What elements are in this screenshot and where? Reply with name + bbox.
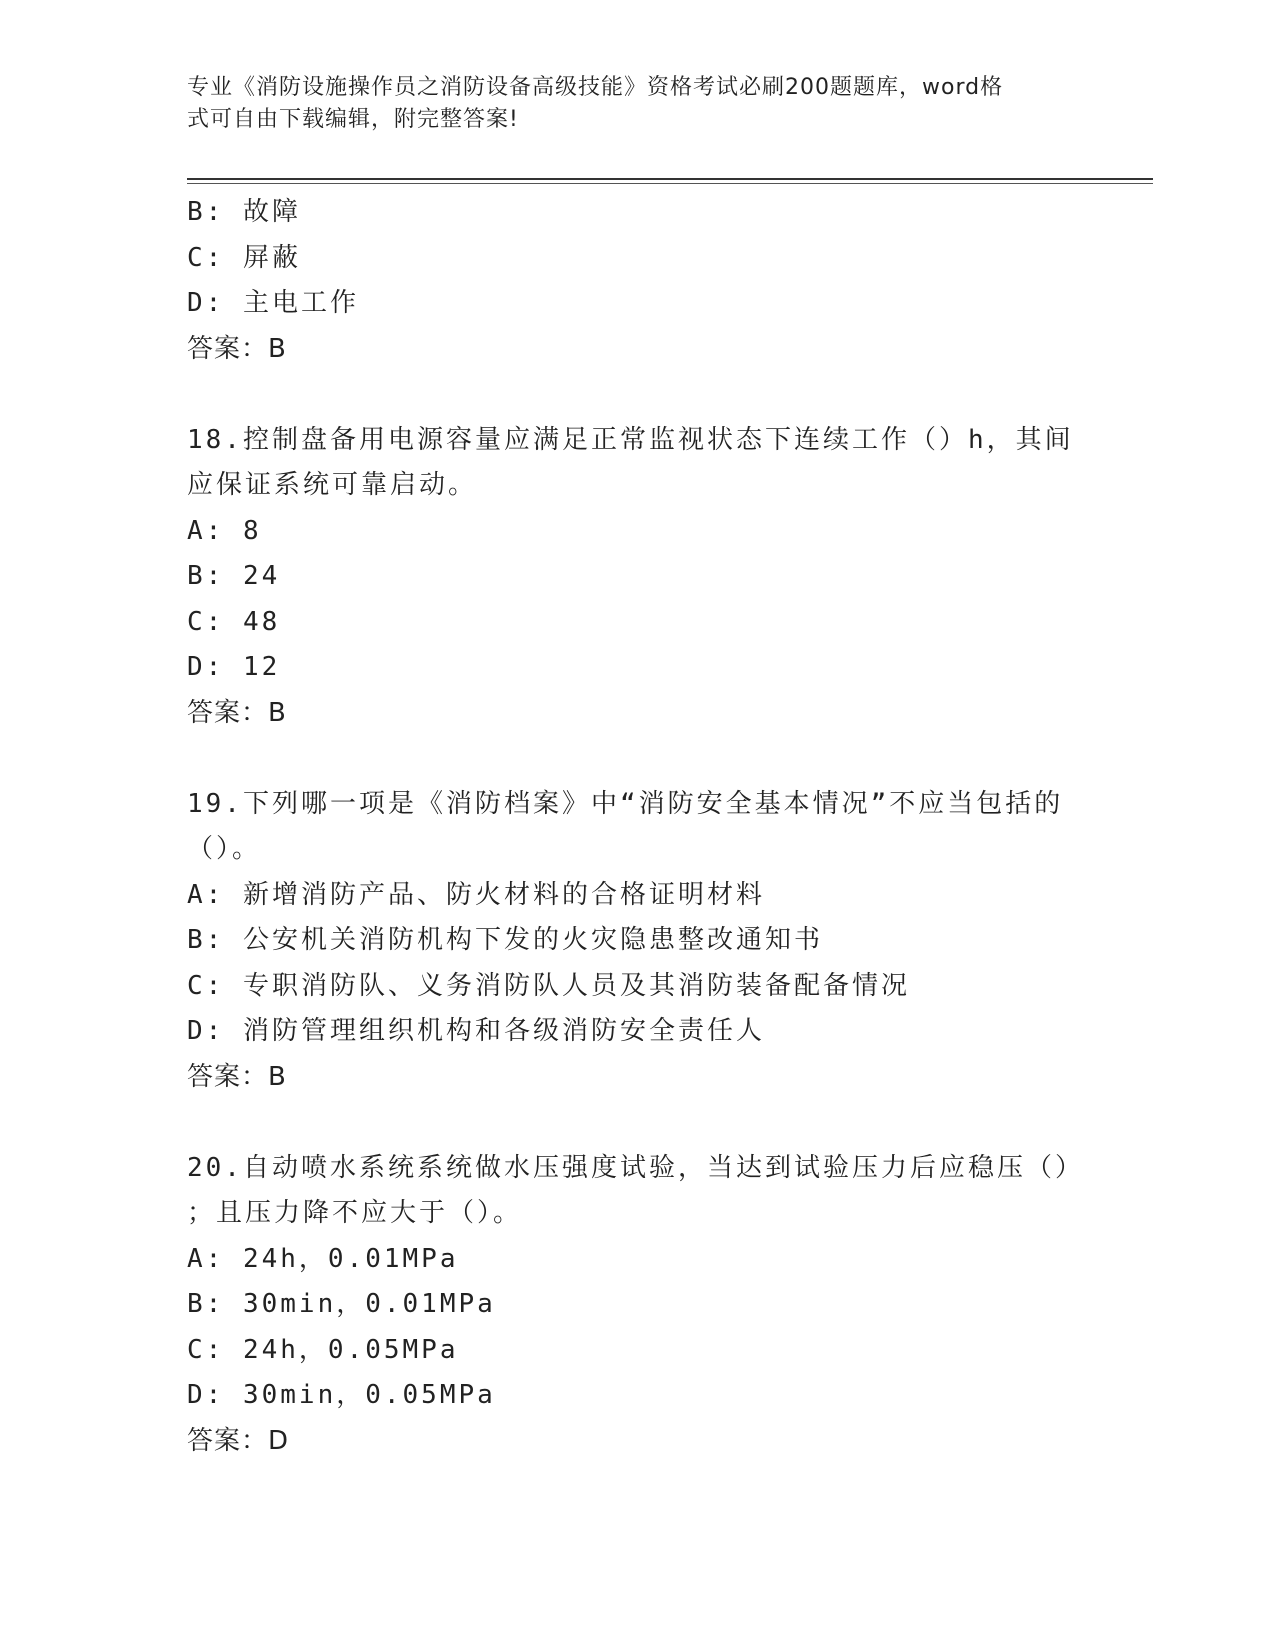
header-line-1: 专业《消防设施操作员之消防设备高级技能》资格考试必刷200题题库，word格 bbox=[187, 75, 1004, 100]
question-stem-line-2: ；且压力降不应大于（）。 bbox=[187, 1198, 523, 1228]
option-b: B: 30min，0.01MPa bbox=[187, 1289, 496, 1319]
header-divider-thin bbox=[187, 183, 1153, 184]
question-19 bbox=[187, 782, 1087, 1101]
answer-label: 答案：B bbox=[187, 333, 287, 364]
answer-label: 答案：B bbox=[187, 697, 287, 728]
spacer bbox=[187, 372, 1087, 418]
option-b: B: 24 bbox=[187, 561, 281, 591]
option-a: A: 24h，0.01MPa bbox=[187, 1243, 459, 1274]
spacer bbox=[187, 736, 1087, 782]
question-stem-line-2: 应保证系统可靠启动。 bbox=[187, 470, 478, 500]
option-b: B: 故障 bbox=[187, 197, 301, 227]
header-line-2: 式可自由下载编辑，附完整答案! bbox=[187, 107, 519, 132]
option-d: D: 12 bbox=[187, 652, 281, 682]
option-d: D: 消防管理组织机构和各级消防安全责任人 bbox=[187, 1016, 765, 1046]
option-c: C: 屏蔽 bbox=[187, 242, 301, 273]
answer-label: 答案：D bbox=[187, 1425, 290, 1456]
question-list bbox=[187, 190, 1087, 1464]
header-divider-thick bbox=[187, 178, 1153, 180]
question-stem-line-2: （）。 bbox=[187, 834, 262, 864]
question-stem-line-1: 19.下列哪一项是《消防档案》中“消防安全基本情况”不应当包括的 bbox=[187, 788, 1064, 819]
option-d: D: 主电工作 bbox=[187, 288, 359, 318]
question-stem-line-1: 18.控制盘备用电源容量应满足正常监视状态下连续工作（）h，其间 bbox=[187, 424, 1074, 455]
option-c: C: 24h，0.05MPa bbox=[187, 1334, 459, 1365]
option-d: D: 30min，0.05MPa bbox=[187, 1380, 496, 1410]
document-header bbox=[187, 72, 1067, 136]
option-a: A: 新增消防产品、防火材料的合格证明材料 bbox=[187, 879, 765, 910]
option-a: A: 8 bbox=[187, 515, 262, 546]
question-17 bbox=[187, 190, 1087, 372]
question-stem-line-1: 20.自动喷水系统系统做水压强度试验，当达到试验压力后应稳压（） bbox=[187, 1152, 1084, 1183]
question-20 bbox=[187, 1146, 1087, 1465]
option-b: B: 公安机关消防机构下发的火灾隐患整改通知书 bbox=[187, 925, 823, 955]
answer-label: 答案：B bbox=[187, 1061, 287, 1092]
option-c: C: 48 bbox=[187, 606, 281, 637]
option-c: C: 专职消防队、义务消防队人员及其消防装备配备情况 bbox=[187, 970, 910, 1001]
question-18 bbox=[187, 418, 1087, 737]
spacer bbox=[187, 1100, 1087, 1146]
